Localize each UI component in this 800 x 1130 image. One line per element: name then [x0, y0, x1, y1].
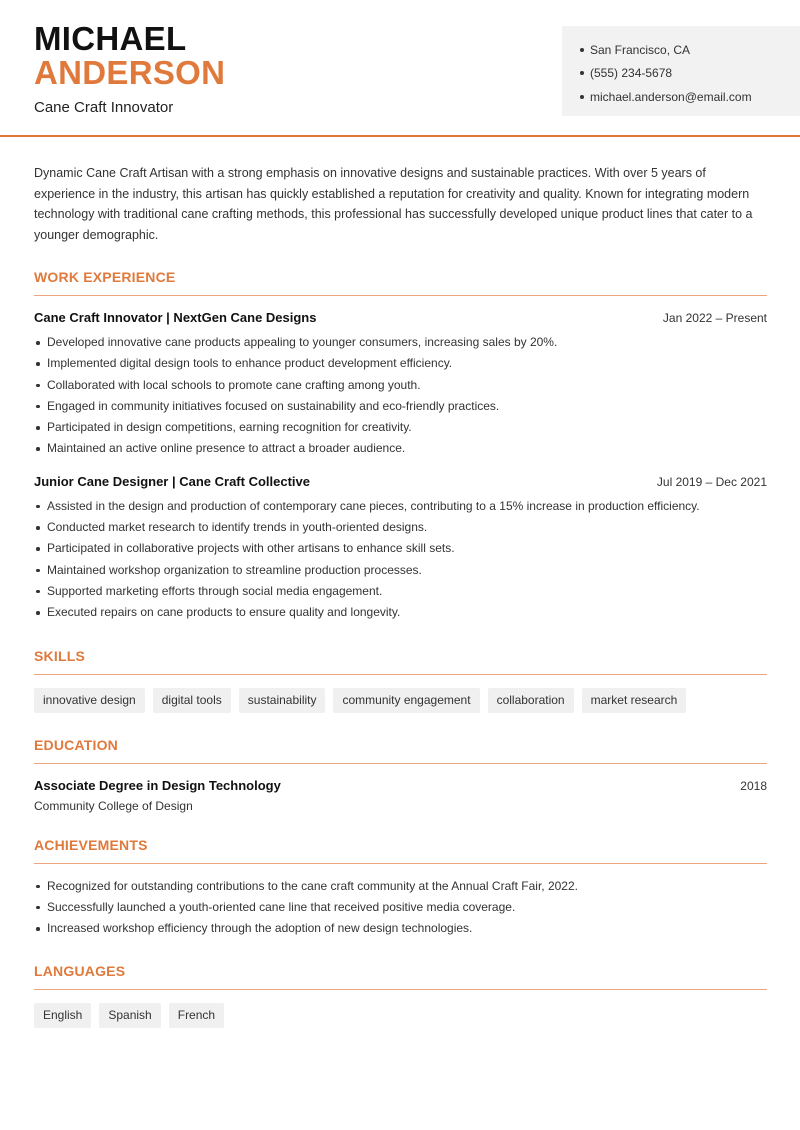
- list-item: Engaged in community initiatives focused on sustainability and eco-friendly practices.: [34, 396, 767, 417]
- list-item: Developed innovative cane products appealing to younger consumers, increasing sales by 20%.: [34, 332, 767, 353]
- list-item: Maintained workshop organization to streamline production processes.: [34, 560, 767, 581]
- section-title-skills: SKILLS: [34, 648, 767, 675]
- achievement-bullets: [34, 876, 767, 940]
- list-item: Increased workshop efficiency through the adoption of new design technologies.: [34, 918, 767, 939]
- job-date: Jul 2019 – Dec 2021: [656, 474, 767, 489]
- job-date: Jan 2022 – Present: [662, 311, 767, 325]
- job-bullets: [34, 332, 767, 460]
- list-item: Recognized for outstanding contributions to the cane craft community at the Annual Craft Fair, 2022.: [34, 876, 767, 897]
- section-title-languages: LANGUAGES: [34, 963, 767, 990]
- list-item: Executed repairs on cane products to ensure quality and longevity.: [34, 602, 767, 623]
- education-year: 2018: [740, 778, 767, 793]
- skill-tag: innovative design: [34, 688, 145, 713]
- first-name: MICHAEL: [34, 20, 187, 57]
- job-role: Cane Craft Innovator | NextGen Cane Designs: [34, 310, 317, 325]
- email-text: michael.anderson@email.com: [590, 89, 752, 104]
- education-degree: Associate Degree in Design Technology: [34, 777, 281, 793]
- list-item: Conducted market research to identify trends in youth-oriented designs.: [34, 517, 767, 538]
- job-bullets: [34, 496, 767, 624]
- section-title-education: EDUCATION: [34, 737, 767, 764]
- list-item: Implemented digital design tools to enhance product development efficiency.: [34, 353, 767, 374]
- language-tag: French: [169, 1003, 224, 1028]
- job-header: [34, 310, 767, 325]
- education-header: [34, 778, 767, 793]
- education-school: Community College of Design: [34, 798, 193, 813]
- language-tag: Spanish: [99, 1003, 160, 1028]
- language-tags: [34, 1003, 767, 1028]
- contact-location: [580, 38, 800, 62]
- section-title-achievements: ACHIEVEMENTS: [34, 837, 767, 864]
- skill-tag: community engagement: [333, 688, 479, 713]
- skill-tag: market research: [582, 688, 687, 713]
- name-block: [34, 22, 225, 116]
- contact-box: [562, 26, 800, 116]
- list-item: Participated in collaborative projects with other artisans to enhance skill sets.: [34, 538, 767, 559]
- resume-body: [34, 163, 767, 1028]
- list-item: Assisted in the design and production of contemporary cane pieces, contributing to a 15% increase in production efficiency.: [34, 496, 767, 517]
- skill-tag: collaboration: [488, 688, 574, 713]
- contact-email: [580, 85, 800, 109]
- bullet-icon: [580, 48, 584, 52]
- language-tag: English: [34, 1003, 91, 1028]
- section-title-work: WORK EXPERIENCE: [34, 269, 767, 296]
- phone-text: (555) 234-5678: [590, 66, 673, 81]
- headline-title: Cane Craft Innovator: [34, 99, 174, 116]
- resume-header: [0, 0, 800, 137]
- list-item: Successfully launched a youth-oriented cane line that received positive media coverage.: [34, 897, 767, 918]
- last-name: ANDERSON: [34, 54, 226, 91]
- job-header: [34, 474, 767, 489]
- bullet-icon: [580, 71, 584, 75]
- location-text: San Francisco, CA: [590, 42, 691, 57]
- job-role: Junior Cane Designer | Cane Craft Collective: [34, 473, 310, 489]
- skills-tags: [34, 688, 767, 713]
- contact-phone: [580, 62, 800, 86]
- list-item: Participated in design competitions, earning recognition for creativity.: [34, 417, 767, 438]
- summary-paragraph: Dynamic Cane Craft Artisan with a strong emphasis on innovative designs and sustainable practices. With over 5 years of experience in the industry, this artisan has quickly established a reputation for creativity and quality. Known for integrating modern technology with traditional cane crafting methods, this professional has successfully developed unique product lines that cater to a younger demographic.: [34, 166, 753, 242]
- list-item: Maintained an active online presence to attract a broader audience.: [34, 438, 767, 459]
- list-item: Collaborated with local schools to promote cane crafting among youth.: [34, 375, 767, 396]
- skill-tag: sustainability: [239, 688, 326, 713]
- skill-tag: digital tools: [153, 688, 231, 713]
- list-item: Supported marketing efforts through social media engagement.: [34, 581, 767, 602]
- bullet-icon: [580, 95, 584, 99]
